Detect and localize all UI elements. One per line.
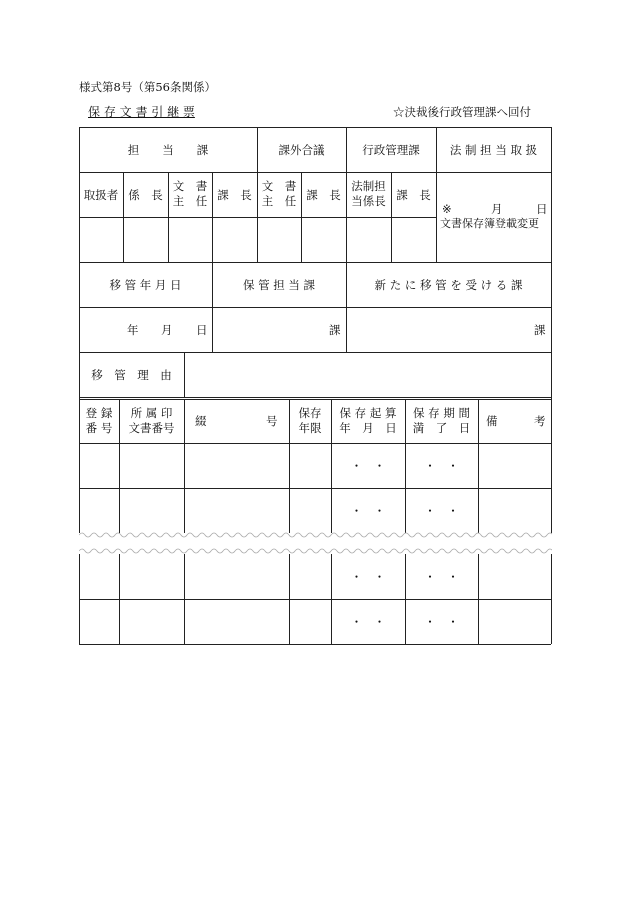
table-break-wave bbox=[79, 530, 552, 558]
role-bunsho-shunin-2 bbox=[257, 179, 301, 209]
keeper-dept-label: 保 管 担 当 課 bbox=[242, 278, 316, 292]
col-kikan-line2: 満 了 日 bbox=[412, 421, 471, 435]
col-shozoku bbox=[119, 406, 184, 436]
note-registry-change: 文書保存簿登載変更 bbox=[440, 217, 539, 230]
col-tsuzuri: 綴 bbox=[195, 414, 207, 428]
col-shozoku-line1: 所 属 印 bbox=[130, 406, 173, 420]
role-hosei-kakaricho bbox=[346, 179, 391, 209]
role-hosei-line1: 法制担 bbox=[351, 179, 386, 193]
note-mark: ※ bbox=[442, 202, 452, 216]
transfer-month: 月 bbox=[161, 323, 173, 337]
col-kikan bbox=[405, 406, 478, 436]
role-kacho-3: 課 長 bbox=[396, 188, 431, 202]
row3-kisan-dots: ・ ・ bbox=[350, 570, 386, 584]
role-bunsho-line1: 文 書 bbox=[172, 179, 208, 193]
col-kisan-line1: 保 存 起 算 bbox=[339, 406, 397, 420]
row4-kikan-dots: ・ ・ bbox=[424, 615, 459, 629]
row1-kikan-dots: ・ ・ bbox=[424, 459, 459, 473]
transfer-reason-label: 移 管 理 由 bbox=[91, 368, 172, 382]
col-toroku-line2: 番 号 bbox=[85, 421, 113, 435]
routing-note: ☆決裁後行政管理課へ回付 bbox=[393, 105, 531, 119]
role-bunsho-shunin bbox=[168, 179, 212, 209]
col-kisan bbox=[331, 406, 405, 436]
col-biko-1: 備 bbox=[486, 414, 498, 428]
header-tanto: 担 当 課 bbox=[127, 143, 209, 157]
keeper-ka: 課 bbox=[329, 323, 341, 337]
col-biko-2: 考 bbox=[534, 414, 546, 428]
new-ka: 課 bbox=[534, 323, 546, 337]
header-gyosei: 行政管理課 bbox=[362, 143, 420, 157]
row2-kisan-dots: ・ ・ bbox=[350, 504, 386, 518]
role-kakaricho: 係 長 bbox=[128, 188, 163, 202]
row4-kisan-dots: ・ ・ bbox=[350, 615, 386, 629]
note-month: 月 bbox=[491, 202, 503, 216]
header-kagai: 課外合議 bbox=[278, 143, 325, 157]
col-kisan-line2: 年 月 日 bbox=[339, 421, 397, 435]
form-number: 様式第8号（第56条関係） bbox=[79, 80, 216, 94]
col-kikan-line1: 保 存 期 間 bbox=[413, 406, 470, 420]
col-shozoku-line2: 文書番号 bbox=[128, 421, 175, 435]
role-kacho-2: 課 長 bbox=[306, 188, 341, 202]
role-bunsho2-line2: 主 任 bbox=[261, 194, 297, 208]
col-hozon-line1: 保存 bbox=[298, 406, 322, 420]
row3-kikan-dots: ・ ・ bbox=[424, 570, 459, 584]
role-bunsho-line2: 主 任 bbox=[172, 194, 208, 208]
form-title: 保 存 文 書 引 継 票 bbox=[88, 105, 195, 119]
role-toriatsukai: 取扱者 bbox=[83, 188, 119, 202]
row1-kisan-dots: ・ ・ bbox=[350, 459, 386, 473]
col-toroku bbox=[79, 406, 119, 436]
role-kacho: 課 長 bbox=[217, 188, 252, 202]
col-hozon-line2: 年限 bbox=[298, 421, 322, 435]
col-toroku-line1: 登 録 bbox=[85, 406, 113, 420]
new-dept-label: 新 た に 移 管 を 受 け る 課 bbox=[374, 278, 523, 292]
note-day: 日 bbox=[536, 202, 548, 216]
transfer-date-label: 移 管 年 月 日 bbox=[109, 278, 182, 292]
row2-kikan-dots: ・ ・ bbox=[424, 504, 459, 518]
role-bunsho2-line1: 文 書 bbox=[261, 179, 297, 193]
col-go: 号 bbox=[266, 414, 278, 428]
header-hosei: 法 制 担 当 取 扱 bbox=[449, 143, 538, 157]
role-hosei-line2: 当係長 bbox=[351, 194, 386, 208]
transfer-day: 日 bbox=[196, 323, 208, 337]
col-hozon-nengen bbox=[289, 406, 331, 436]
transfer-year: 年 bbox=[127, 323, 139, 337]
